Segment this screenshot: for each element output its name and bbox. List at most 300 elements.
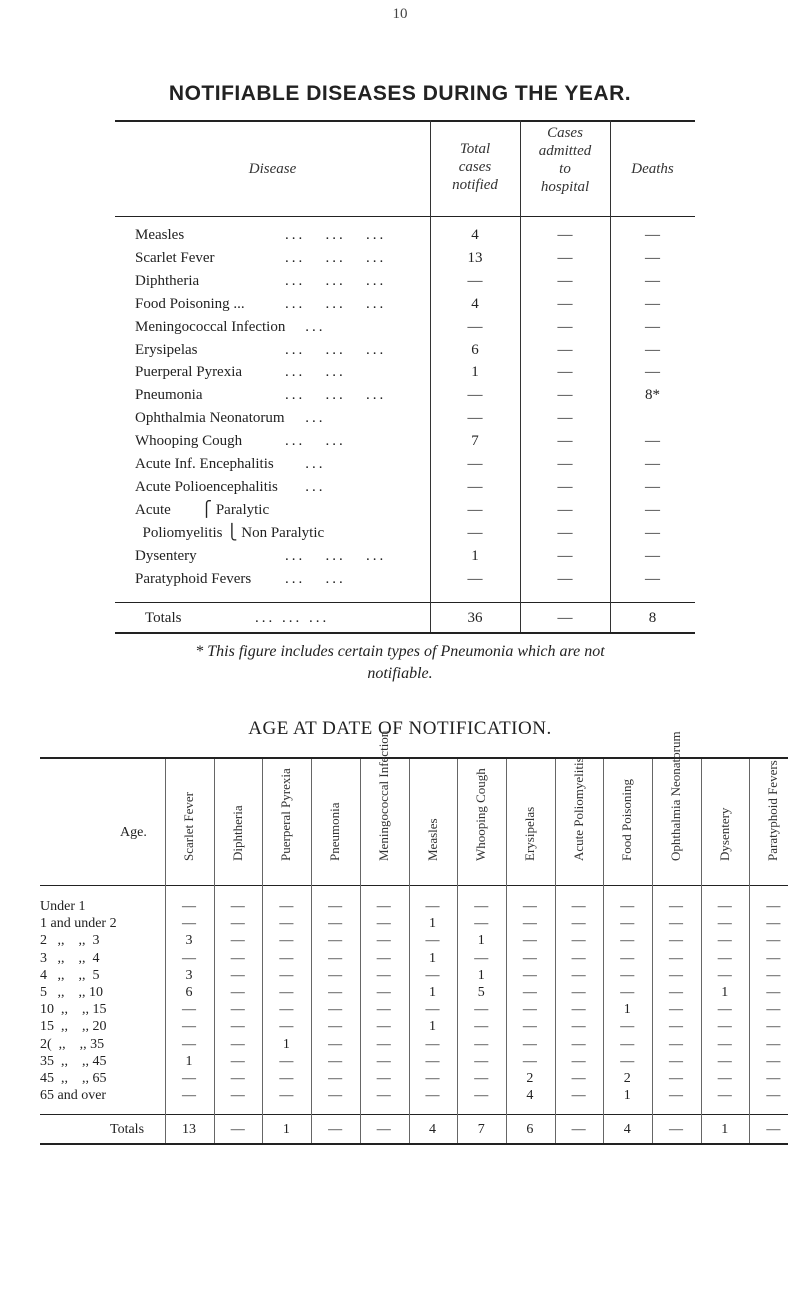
cell-value: — <box>766 1053 781 1069</box>
cell-deaths: — <box>645 249 660 266</box>
cell-name: Puerperal Pyrexia <box>135 364 243 381</box>
cell-value: — <box>766 1122 781 1137</box>
cell-value: — <box>717 916 732 932</box>
cell-name: Acute ⎧ Paralytic <box>135 501 270 518</box>
cell-deaths: — <box>645 433 660 450</box>
cell-value: — <box>522 967 537 983</box>
column-header <box>510 765 550 875</box>
cell-value: — <box>522 899 537 914</box>
cell-value: — <box>182 1019 196 1035</box>
column-header-label: Measles <box>424 818 440 861</box>
age-notification-table <box>40 730 788 1149</box>
cell-value: — <box>328 1122 343 1137</box>
header-rule <box>40 885 788 886</box>
cell-name: Diphtheria <box>135 272 200 289</box>
cell-value: — <box>328 916 343 932</box>
cell-value: 6 <box>526 1122 534 1137</box>
cell-name: Measles <box>135 227 185 243</box>
cell-value: 4 <box>623 1122 631 1137</box>
cell-value: — <box>279 933 294 949</box>
column-header <box>364 730 404 875</box>
table-row <box>40 915 788 933</box>
table-row <box>40 1087 788 1105</box>
age-label: 10 ,, ,, 15 <box>40 1002 107 1018</box>
page-title: NOTIFIABLE DISEASES DURING THE YEAR. <box>168 82 632 105</box>
table-row <box>115 432 695 450</box>
cell-value: — <box>230 1019 245 1035</box>
cell-value: — <box>230 916 245 932</box>
totals-top-rule <box>115 602 695 603</box>
cell-value: — <box>279 1019 294 1035</box>
table-row <box>115 272 695 290</box>
column-header <box>315 765 355 875</box>
cell-value: — <box>522 985 537 1000</box>
header-admitted-hospital: Cases admitted to hospital <box>538 125 592 195</box>
cell-value: — <box>474 1053 489 1069</box>
cell-admitted: — <box>557 295 573 312</box>
cell-value: 1 <box>429 985 436 1000</box>
cell-deaths: — <box>645 272 660 289</box>
cell-value: — <box>279 1071 294 1086</box>
cell-value: — <box>376 967 391 983</box>
table-row <box>115 478 695 496</box>
cell-value: 3 <box>185 933 193 949</box>
header-rule <box>115 216 695 217</box>
cell-admitted: — <box>557 456 573 472</box>
cell-dots: ... <box>285 410 326 427</box>
cell-value: — <box>230 1036 245 1052</box>
cell-admitted: — <box>557 227 573 243</box>
cell-value: — <box>425 1071 440 1086</box>
cell-dots: ... ... ... <box>285 295 387 312</box>
cell-deaths: — <box>645 570 660 587</box>
age-label: 45 ,, ,, 65 <box>40 1071 107 1086</box>
cell-value: — <box>474 899 489 914</box>
cell-dots: ... ... <box>285 433 346 450</box>
cell-value: — <box>766 1019 781 1035</box>
cell-dots: ... ... ... <box>285 272 387 289</box>
cell-value: — <box>620 1019 635 1035</box>
cell-value: — <box>571 950 586 966</box>
table-row <box>40 950 788 968</box>
age-label: 15 ,, ,, 20 <box>40 1019 107 1035</box>
cell-value: — <box>717 1019 732 1035</box>
cell-value: — <box>669 1053 683 1069</box>
cell-name: Dysentery <box>135 547 197 564</box>
cell-value: — <box>571 933 586 949</box>
cell-value: — <box>669 950 683 966</box>
cell-total: 6 <box>471 341 479 358</box>
cell-value: — <box>717 1053 732 1069</box>
cell-value: 1 <box>623 1088 631 1104</box>
cell-admitted: — <box>557 570 573 587</box>
cell-total: — <box>467 272 483 289</box>
table-row <box>115 341 695 359</box>
cell-value: — <box>376 985 391 1000</box>
cell-deaths: — <box>645 478 660 495</box>
footnote: * This figure includes certain types of Pneumonia which are not notifiable. <box>195 643 605 682</box>
cell-value: — <box>279 985 294 1000</box>
header-age: Age. <box>120 825 147 840</box>
cell-admitted: — <box>557 501 573 518</box>
table-row <box>115 501 695 519</box>
cell-value: — <box>766 967 781 983</box>
cell-value: 1 <box>429 950 436 966</box>
cell-value: — <box>620 899 635 914</box>
cell-value: — <box>669 933 683 949</box>
header-total-cases: Total cases notified <box>452 141 498 193</box>
cell-value: — <box>669 1071 683 1086</box>
cell-value: — <box>522 1036 537 1052</box>
table-row <box>115 386 695 404</box>
cell-value: — <box>376 1036 391 1052</box>
cell-admitted: — <box>557 272 573 289</box>
age-label: Under 1 <box>40 899 86 914</box>
age-label: 2( ,, ,, 35 <box>40 1036 105 1052</box>
cell-value: — <box>376 916 391 932</box>
table-bottom-rule <box>115 632 695 634</box>
cell-value: — <box>620 1036 635 1052</box>
cell-value: — <box>230 1002 245 1018</box>
cell-admitted: — <box>557 318 573 335</box>
cell-name: Meningococcal Infection <box>135 318 286 335</box>
table-row <box>115 524 695 542</box>
cell-total: 13 <box>467 249 483 266</box>
cell-total: 4 <box>471 227 479 243</box>
cell-value: — <box>328 1002 343 1018</box>
cell-value: 5 <box>477 985 485 1000</box>
column-header-label: Dysentery <box>716 807 732 861</box>
cell-dots: ... ... ... <box>285 249 387 266</box>
cell-value: — <box>766 950 781 966</box>
cell-name: Erysipelas <box>135 341 198 358</box>
cell-value: — <box>376 1019 391 1035</box>
cell-name: Acute Inf. Encephalitis <box>135 456 274 472</box>
column-header <box>753 760 793 875</box>
cell-value: — <box>279 899 294 914</box>
cell-value: — <box>425 1036 440 1052</box>
cell-value: — <box>571 899 586 914</box>
cell-value: 4 <box>429 1122 436 1137</box>
cell-value: — <box>766 916 781 932</box>
table-row <box>115 295 695 313</box>
cell-value: 13 <box>182 1122 196 1137</box>
age-label: 2 ,, ,, 3 <box>40 933 100 949</box>
cell-value: — <box>376 1088 391 1104</box>
cell-value: — <box>571 1036 586 1052</box>
cell-value: — <box>717 1002 732 1018</box>
cell-value: — <box>522 1019 537 1035</box>
cell-name: Acute Polioencephalitis <box>135 478 278 495</box>
cell-value: — <box>571 1122 586 1137</box>
age-label: Totals <box>110 1122 145 1137</box>
cell-value: — <box>230 899 245 914</box>
cell-value: — <box>279 967 294 983</box>
cell-value: — <box>425 967 440 983</box>
cell-value: — <box>766 1036 781 1052</box>
cell-dots: ... <box>285 318 326 335</box>
age-label: 5 ,, ,, 10 <box>40 985 103 1000</box>
cell-value: — <box>230 1122 245 1137</box>
table-row <box>40 1036 788 1054</box>
cell-value: — <box>620 933 635 949</box>
table-row <box>115 249 695 267</box>
cell-value: — <box>717 899 732 914</box>
cell-value: — <box>620 1053 635 1069</box>
cell-value: — <box>279 916 294 932</box>
cell-value: — <box>279 950 294 966</box>
table-row <box>115 409 695 427</box>
cell-value: — <box>522 1053 537 1069</box>
cell-value: — <box>669 985 683 1000</box>
cell-admitted: — <box>557 387 573 404</box>
cell-value: — <box>474 1088 489 1104</box>
cell-value: — <box>766 985 781 1000</box>
cell-deaths: — <box>645 501 660 518</box>
cell-value: 3 <box>185 967 193 983</box>
cell-total: — <box>467 478 483 495</box>
cell-value: — <box>474 950 489 966</box>
cell-value: — <box>571 967 586 983</box>
cell-total: — <box>467 524 483 541</box>
cell-value: — <box>717 1088 732 1104</box>
table-row <box>115 226 695 244</box>
cell-value: — <box>669 1088 683 1104</box>
cell-deaths: — <box>645 318 660 335</box>
cell-name: Food Poisoning ... <box>135 295 245 312</box>
notifiable-diseases-table <box>115 120 695 640</box>
cell-admitted: — <box>557 249 573 266</box>
cell-value: 1 <box>429 916 436 932</box>
cell-value: — <box>425 1053 440 1069</box>
column-header-label: Puerperal Pyrexia <box>278 768 294 861</box>
cell-value: — <box>425 933 440 949</box>
age-label: 35 ,, ,, 45 <box>40 1053 107 1069</box>
cell-name: Scarlet Fever <box>135 249 215 266</box>
column-header-label: Diphtheria <box>229 805 245 861</box>
totals-row: Totals ... ... ... 36 — 8 <box>145 610 657 626</box>
cell-value: — <box>230 950 245 966</box>
cell-admitted: — <box>557 478 573 495</box>
cell-value: 1 <box>721 1122 729 1137</box>
cell-total: — <box>467 501 483 518</box>
table-bottom-rule <box>40 1143 788 1145</box>
cell-total: 1 <box>471 364 479 381</box>
cell-value: — <box>717 950 732 966</box>
cell-name: Poliomyelitis ⎩ Non Paralytic <box>135 524 325 541</box>
cell-value: — <box>328 1019 343 1035</box>
cell-value: 2 <box>623 1071 631 1086</box>
cell-dots: ... ... ... <box>285 227 387 243</box>
cell-value: — <box>376 1122 391 1137</box>
cell-value: 1 <box>185 1053 193 1069</box>
cell-value: — <box>182 1088 196 1104</box>
column-header <box>218 765 258 875</box>
cell-dots: ... <box>285 478 326 495</box>
cell-value: — <box>328 985 343 1000</box>
cell-value: — <box>376 933 391 949</box>
cell-value: — <box>230 967 245 983</box>
cell-value: — <box>230 985 245 1000</box>
table-row <box>115 570 695 588</box>
column-header <box>461 765 501 875</box>
cell-value: — <box>669 1122 683 1137</box>
column-header-label: Ophthalmia Neonatorum <box>668 731 683 861</box>
table-row <box>40 967 788 985</box>
column-header-label: Meningococcal Infection <box>375 730 391 861</box>
cell-value: — <box>474 1071 489 1086</box>
cell-dots: ... ... ... <box>285 341 387 358</box>
cell-value: — <box>669 916 683 932</box>
cell-value: 1 <box>477 933 485 949</box>
cell-value: 7 <box>477 1122 485 1137</box>
cell-admitted: — <box>557 410 573 427</box>
totals-row <box>40 1121 788 1139</box>
cell-dots: ... <box>285 456 326 472</box>
cell-value: — <box>474 916 489 932</box>
column-header-label: Scarlet Fever <box>181 792 196 861</box>
cell-deaths: — <box>645 547 660 564</box>
table-row <box>40 1053 788 1071</box>
cell-deaths: — <box>645 456 660 472</box>
column-header-label: Food Poisoning <box>619 779 635 861</box>
cell-value: 4 <box>526 1088 534 1104</box>
cell-value: — <box>376 1053 391 1069</box>
cell-value: — <box>669 967 683 983</box>
cell-value: — <box>717 933 732 949</box>
cell-value: — <box>620 950 635 966</box>
column-header <box>656 731 696 875</box>
cell-value: — <box>376 1071 391 1086</box>
column-header <box>169 765 209 875</box>
cell-value: — <box>230 1053 245 1069</box>
header-deaths: Deaths <box>631 161 674 177</box>
cell-dots: ... ... <box>285 570 346 587</box>
age-label: 1 and under 2 <box>40 916 117 932</box>
cell-deaths: 8* <box>645 387 660 404</box>
cell-total: — <box>467 387 483 404</box>
cell-value: — <box>376 950 391 966</box>
table-row <box>40 1070 788 1088</box>
cell-value: — <box>571 1071 586 1086</box>
cell-value: — <box>717 1036 732 1052</box>
column-header <box>413 765 453 875</box>
column-header-label: Pneumonia <box>327 802 343 861</box>
cell-value: — <box>182 899 196 914</box>
column-header <box>607 765 647 875</box>
cell-value: — <box>376 1002 391 1018</box>
cell-value: 1 <box>429 1019 436 1035</box>
cell-value: — <box>328 1071 343 1086</box>
cell-deaths: — <box>645 295 660 312</box>
cell-value: — <box>766 1002 781 1018</box>
cell-value: — <box>766 899 781 914</box>
cell-value: — <box>328 950 343 966</box>
cell-value: — <box>620 916 635 932</box>
table-row <box>115 547 695 565</box>
cell-value: — <box>182 1036 196 1052</box>
cell-admitted: — <box>557 547 573 564</box>
cell-dots: ... ... <box>285 364 346 381</box>
cell-value: — <box>620 967 635 983</box>
cell-value: — <box>328 1088 343 1104</box>
cell-admitted: — <box>557 433 573 450</box>
section-title: AGE AT DATE OF NOTIFICATION. <box>248 718 552 739</box>
cell-value: — <box>376 899 391 914</box>
cell-value: — <box>474 1036 489 1052</box>
header-disease: Disease <box>248 161 297 177</box>
table-top-rule <box>115 120 695 122</box>
cell-value: 1 <box>282 1122 290 1137</box>
cell-deaths: — <box>645 227 660 243</box>
column-header-label: Erysipelas <box>521 806 537 861</box>
cell-value: — <box>328 933 343 949</box>
cell-value: — <box>717 967 732 983</box>
cell-value: — <box>425 1002 440 1018</box>
column-header-label: Paratyphoid Fevers <box>765 760 781 861</box>
cell-value: 1 <box>282 1036 290 1052</box>
cell-value: — <box>425 899 440 914</box>
column-header-label: Whooping Cough <box>473 768 489 861</box>
cell-value: — <box>620 985 635 1000</box>
cell-admitted: — <box>557 364 573 381</box>
cell-value: 2 <box>526 1071 534 1086</box>
age-label: 65 and over <box>40 1088 107 1104</box>
cell-total: — <box>467 410 483 427</box>
cell-admitted: — <box>557 341 573 358</box>
age-label: 4 ,, ,, 5 <box>40 967 100 983</box>
cell-deaths: — <box>645 364 660 381</box>
cell-total: — <box>467 570 483 587</box>
cell-value: 1 <box>623 1002 631 1018</box>
cell-value: — <box>474 1019 489 1035</box>
table-row <box>40 898 788 916</box>
cell-total: 7 <box>471 433 479 450</box>
cell-name: Paratyphoid Fevers <box>135 570 252 587</box>
cell-value: — <box>766 1071 781 1086</box>
cell-value: — <box>669 899 683 914</box>
column-header <box>559 757 599 875</box>
cell-value: — <box>571 1002 586 1018</box>
cell-value: 1 <box>721 985 729 1000</box>
cell-value: — <box>522 933 537 949</box>
cell-value: — <box>522 950 537 966</box>
cell-value: — <box>182 950 196 966</box>
cell-value: — <box>182 1071 196 1086</box>
age-label: 3 ,, ,, 4 <box>40 950 100 966</box>
cell-value: — <box>669 1019 683 1035</box>
cell-value: — <box>571 916 586 932</box>
cell-value: — <box>522 916 537 932</box>
cell-value: — <box>474 1002 489 1018</box>
cell-admitted: — <box>557 524 573 541</box>
cell-total: — <box>467 318 483 335</box>
cell-value: — <box>717 1071 732 1086</box>
cell-total: — <box>467 456 483 472</box>
table-row <box>115 455 695 473</box>
cell-value: — <box>571 1088 586 1104</box>
table-row <box>40 1001 788 1019</box>
cell-name: Whooping Cough <box>135 433 243 450</box>
column-header-label: Acute Poliomyelitis <box>570 757 586 861</box>
cell-total: 1 <box>471 547 479 564</box>
cell-value: — <box>230 1088 245 1104</box>
cell-deaths: — <box>645 341 660 358</box>
cell-value: — <box>766 933 781 949</box>
table-row <box>40 932 788 950</box>
column-header <box>266 765 306 875</box>
cell-value: — <box>571 985 586 1000</box>
